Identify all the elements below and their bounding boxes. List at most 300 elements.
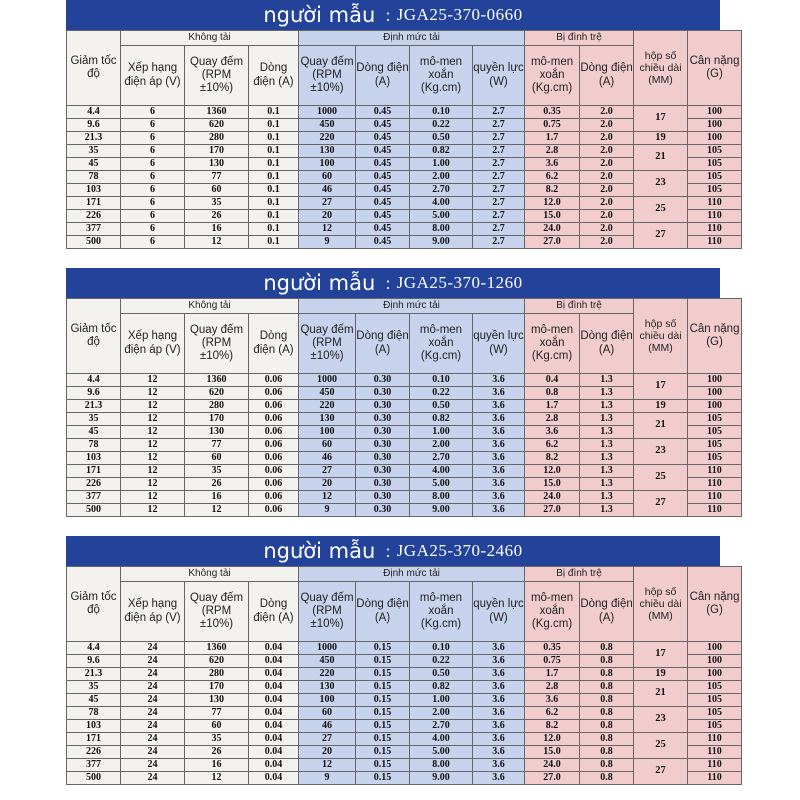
- col-header-current-stall: Dòng điện (A): [580, 46, 634, 106]
- cell-voltage: 24: [121, 746, 185, 759]
- cell-weight: 110: [688, 772, 742, 785]
- cell-current-stall: 1.3: [580, 387, 634, 400]
- col-header-ratio: Giảm tốc độ: [67, 567, 121, 642]
- cell-current-rated: 0.30: [356, 504, 410, 517]
- cell-speed-no-load: 60: [185, 184, 249, 197]
- cell-current-stall: 0.8: [580, 668, 634, 681]
- cell-ratio: 45: [67, 694, 121, 707]
- table-row: [67, 465, 742, 478]
- cell-current-stall: 0.8: [580, 707, 634, 720]
- cell-power-rated: 3.6: [473, 668, 525, 681]
- cell-current-rated: 0.15: [356, 668, 410, 681]
- cell-speed-no-load: 280: [185, 668, 249, 681]
- cell-torque-rated: 0.82: [410, 145, 473, 158]
- cell-ratio: 9.6: [67, 119, 121, 132]
- cell-current-rated: 0.15: [356, 720, 410, 733]
- spec-table: [66, 298, 742, 517]
- cell-speed-no-load: 35: [185, 197, 249, 210]
- cell-speed-rated: 9: [299, 236, 356, 249]
- col-header-current-stall: Dòng điện (A): [580, 314, 634, 374]
- cell-gearbox-length: 21: [634, 681, 688, 707]
- cell-speed-rated: 220: [299, 668, 356, 681]
- cell-torque-stall: 15.0: [525, 210, 580, 223]
- cell-torque-rated: 5.00: [410, 478, 473, 491]
- cell-speed-no-load: 620: [185, 655, 249, 668]
- cell-voltage: 12: [121, 387, 185, 400]
- model-title-bar: [66, 0, 720, 30]
- cell-power-rated: 3.6: [473, 694, 525, 707]
- cell-torque-rated: 4.00: [410, 465, 473, 478]
- cell-ratio: 171: [67, 465, 121, 478]
- cell-current-stall: 1.3: [580, 504, 634, 517]
- cell-power-rated: 3.6: [473, 426, 525, 439]
- cell-torque-stall: 24.0: [525, 223, 580, 236]
- cell-current-stall: 1.3: [580, 478, 634, 491]
- cell-torque-rated: 2.00: [410, 439, 473, 452]
- cell-current-rated: 0.30: [356, 387, 410, 400]
- cell-power-rated: 3.6: [473, 655, 525, 668]
- col-header-torque-rated: mô-men xoắn (Kg.cm): [410, 582, 473, 642]
- cell-power-rated: 3.6: [473, 746, 525, 759]
- col-header-current-no-load: Dòng điện (A): [249, 314, 299, 374]
- cell-current-no-load: 0.06: [249, 491, 299, 504]
- cell-torque-rated: 0.50: [410, 400, 473, 413]
- cell-ratio: 78: [67, 439, 121, 452]
- cell-weight: 100: [688, 132, 742, 145]
- cell-weight: 110: [688, 210, 742, 223]
- cell-power-rated: 2.7: [473, 158, 525, 171]
- cell-current-stall: 2.0: [580, 132, 634, 145]
- cell-speed-no-load: 26: [185, 746, 249, 759]
- col-header-speed-no-load: Quay đếm (RPM ±10%): [185, 46, 249, 106]
- cell-current-stall: 2.0: [580, 171, 634, 184]
- cell-speed-no-load: 26: [185, 478, 249, 491]
- cell-speed-rated: 12: [299, 223, 356, 236]
- cell-gearbox-length: 23: [634, 439, 688, 465]
- cell-speed-no-load: 12: [185, 504, 249, 517]
- col-header-power-rated: quyền lực (W): [473, 582, 525, 642]
- cell-power-rated: 2.7: [473, 145, 525, 158]
- cell-current-no-load: 0.1: [249, 132, 299, 145]
- cell-current-stall: 1.3: [580, 452, 634, 465]
- cell-voltage: 12: [121, 465, 185, 478]
- cell-torque-rated: 2.70: [410, 184, 473, 197]
- cell-torque-rated: 0.82: [410, 413, 473, 426]
- cell-weight: 110: [688, 197, 742, 210]
- cell-weight: 100: [688, 106, 742, 119]
- cell-current-stall: 1.3: [580, 491, 634, 504]
- cell-torque-stall: 6.2: [525, 707, 580, 720]
- model-separator: :: [385, 541, 391, 561]
- cell-gearbox-length: 21: [634, 145, 688, 171]
- cell-speed-rated: 220: [299, 132, 356, 145]
- cell-current-no-load: 0.1: [249, 158, 299, 171]
- cell-speed-rated: 20: [299, 746, 356, 759]
- cell-current-stall: 2.0: [580, 197, 634, 210]
- table-row: [67, 374, 742, 387]
- cell-current-stall: 2.0: [580, 184, 634, 197]
- col-header-power-rated: quyền lực (W): [473, 46, 525, 106]
- cell-gearbox-length: 17: [634, 642, 688, 668]
- cell-current-stall: 2.0: [580, 145, 634, 158]
- table-row: [67, 197, 742, 210]
- cell-current-no-load: 0.04: [249, 746, 299, 759]
- cell-torque-rated: 1.00: [410, 694, 473, 707]
- cell-voltage: 24: [121, 759, 185, 772]
- cell-current-rated: 0.15: [356, 759, 410, 772]
- cell-current-no-load: 0.04: [249, 759, 299, 772]
- cell-voltage: 24: [121, 707, 185, 720]
- cell-current-stall: 1.3: [580, 426, 634, 439]
- cell-power-rated: 3.6: [473, 465, 525, 478]
- cell-current-no-load: 0.06: [249, 439, 299, 452]
- table-row: [67, 491, 742, 504]
- col-header-current-no-load: Dòng điện (A): [249, 582, 299, 642]
- table-row: [67, 668, 742, 681]
- cell-torque-rated: 0.22: [410, 119, 473, 132]
- cell-current-rated: 0.30: [356, 478, 410, 491]
- group-header-row: [67, 567, 742, 582]
- cell-torque-stall: 3.6: [525, 426, 580, 439]
- cell-torque-rated: 2.70: [410, 720, 473, 733]
- cell-weight: 100: [688, 668, 742, 681]
- col-header-speed-rated: Quay đếm (RPM ±10%): [299, 46, 356, 106]
- cell-weight: 105: [688, 145, 742, 158]
- cell-torque-stall: 1.7: [525, 132, 580, 145]
- cell-current-rated: 0.15: [356, 707, 410, 720]
- table-row: [67, 223, 742, 236]
- cell-torque-rated: 8.00: [410, 759, 473, 772]
- cell-current-rated: 0.30: [356, 426, 410, 439]
- cell-weight: 100: [688, 655, 742, 668]
- cell-power-rated: 3.6: [473, 439, 525, 452]
- cell-current-stall: 0.8: [580, 772, 634, 785]
- cell-power-rated: 2.7: [473, 197, 525, 210]
- cell-ratio: 21.3: [67, 668, 121, 681]
- cell-voltage: 6: [121, 236, 185, 249]
- cell-power-rated: 2.7: [473, 119, 525, 132]
- cell-torque-stall: 0.8: [525, 387, 580, 400]
- cell-current-no-load: 0.1: [249, 145, 299, 158]
- cell-current-rated: 0.15: [356, 642, 410, 655]
- cell-current-stall: 2.0: [580, 119, 634, 132]
- cell-current-no-load: 0.06: [249, 387, 299, 400]
- group-no-load: Không tải: [121, 567, 299, 582]
- cell-torque-stall: 12.0: [525, 733, 580, 746]
- cell-torque-rated: 0.10: [410, 374, 473, 387]
- cell-voltage: 6: [121, 223, 185, 236]
- table-row: [67, 132, 742, 145]
- cell-current-stall: 0.8: [580, 642, 634, 655]
- cell-torque-rated: 4.00: [410, 197, 473, 210]
- cell-weight: 100: [688, 400, 742, 413]
- cell-torque-stall: 1.7: [525, 400, 580, 413]
- model-title-bar: [66, 268, 720, 298]
- cell-gearbox-length: 25: [634, 465, 688, 491]
- cell-weight: 110: [688, 236, 742, 249]
- cell-voltage: 24: [121, 733, 185, 746]
- col-header-weight: Cân nặng (G): [688, 567, 742, 642]
- model-number: JGA25-370-1260: [396, 273, 523, 292]
- cell-speed-no-load: 35: [185, 465, 249, 478]
- cell-weight: 100: [688, 642, 742, 655]
- cell-gearbox-length: 23: [634, 171, 688, 197]
- cell-current-rated: 0.15: [356, 733, 410, 746]
- cell-speed-rated: 130: [299, 681, 356, 694]
- cell-torque-rated: 0.10: [410, 106, 473, 119]
- model-label: người mẫu: [263, 539, 376, 563]
- cell-power-rated: 3.6: [473, 759, 525, 772]
- cell-weight: 110: [688, 759, 742, 772]
- model-section: [66, 0, 740, 268]
- col-header-torque-stall: mô-men xoắn (Kg.cm): [525, 582, 580, 642]
- cell-current-no-load: 0.06: [249, 478, 299, 491]
- cell-torque-stall: 6.2: [525, 439, 580, 452]
- cell-torque-stall: 8.2: [525, 720, 580, 733]
- cell-current-stall: 2.0: [580, 223, 634, 236]
- model-section: [66, 536, 740, 800]
- cell-speed-rated: 46: [299, 720, 356, 733]
- cell-weight: 100: [688, 387, 742, 400]
- cell-voltage: 6: [121, 184, 185, 197]
- cell-torque-stall: 2.8: [525, 145, 580, 158]
- cell-torque-rated: 5.00: [410, 746, 473, 759]
- cell-ratio: 35: [67, 145, 121, 158]
- cell-torque-rated: 5.00: [410, 210, 473, 223]
- cell-current-no-load: 0.04: [249, 733, 299, 746]
- cell-current-no-load: 0.06: [249, 452, 299, 465]
- cell-current-stall: 2.0: [580, 106, 634, 119]
- col-header-speed-no-load: Quay đếm (RPM ±10%): [185, 582, 249, 642]
- cell-gearbox-length: 19: [634, 668, 688, 681]
- cell-speed-no-load: 77: [185, 171, 249, 184]
- cell-current-stall: 0.8: [580, 655, 634, 668]
- group-header-row: [67, 31, 742, 46]
- cell-speed-rated: 220: [299, 400, 356, 413]
- group-stall: Bị đình trệ: [525, 31, 634, 46]
- col-header-torque-rated: mô-men xoắn (Kg.cm): [410, 314, 473, 374]
- cell-ratio: 377: [67, 223, 121, 236]
- cell-torque-rated: 0.10: [410, 642, 473, 655]
- cell-voltage: 6: [121, 132, 185, 145]
- cell-weight: 105: [688, 707, 742, 720]
- cell-weight: 110: [688, 223, 742, 236]
- cell-current-rated: 0.15: [356, 681, 410, 694]
- cell-power-rated: 2.7: [473, 184, 525, 197]
- cell-power-rated: 3.6: [473, 400, 525, 413]
- cell-torque-stall: 24.0: [525, 491, 580, 504]
- cell-current-rated: 0.30: [356, 374, 410, 387]
- cell-gearbox-length: 17: [634, 374, 688, 400]
- cell-weight: 110: [688, 491, 742, 504]
- cell-current-stall: 0.8: [580, 746, 634, 759]
- spec-sheet: [66, 0, 740, 800]
- cell-current-rated: 0.15: [356, 772, 410, 785]
- cell-ratio: 226: [67, 210, 121, 223]
- model-number: JGA25-370-0660: [396, 5, 523, 24]
- cell-current-rated: 0.30: [356, 465, 410, 478]
- table-row: [67, 400, 742, 413]
- cell-current-no-load: 0.06: [249, 504, 299, 517]
- cell-torque-rated: 1.00: [410, 426, 473, 439]
- cell-power-rated: 3.6: [473, 452, 525, 465]
- cell-current-stall: 2.0: [580, 210, 634, 223]
- cell-voltage: 6: [121, 197, 185, 210]
- cell-ratio: 500: [67, 504, 121, 517]
- cell-current-rated: 0.45: [356, 171, 410, 184]
- cell-current-no-load: 0.04: [249, 681, 299, 694]
- cell-torque-rated: 4.00: [410, 733, 473, 746]
- cell-current-rated: 0.45: [356, 132, 410, 145]
- col-header-torque-stall: mô-men xoắn (Kg.cm): [525, 46, 580, 106]
- table-row: [67, 642, 742, 655]
- cell-weight: 105: [688, 171, 742, 184]
- cell-gearbox-length: 25: [634, 733, 688, 759]
- cell-current-rated: 0.30: [356, 400, 410, 413]
- cell-speed-no-load: 60: [185, 720, 249, 733]
- cell-current-no-load: 0.06: [249, 413, 299, 426]
- col-header-current-rated: Dòng điện (A): [356, 314, 410, 374]
- cell-power-rated: 3.6: [473, 733, 525, 746]
- cell-current-no-load: 0.1: [249, 210, 299, 223]
- cell-torque-rated: 2.00: [410, 171, 473, 184]
- cell-current-no-load: 0.06: [249, 374, 299, 387]
- cell-current-stall: 1.3: [580, 413, 634, 426]
- spec-table: [66, 566, 742, 785]
- cell-current-no-load: 0.06: [249, 400, 299, 413]
- col-header-speed-no-load: Quay đếm (RPM ±10%): [185, 314, 249, 374]
- cell-voltage: 12: [121, 374, 185, 387]
- cell-gearbox-length: 23: [634, 707, 688, 733]
- cell-ratio: 377: [67, 491, 121, 504]
- cell-ratio: 4.4: [67, 374, 121, 387]
- cell-speed-no-load: 170: [185, 413, 249, 426]
- cell-ratio: 9.6: [67, 655, 121, 668]
- col-header-current-rated: Dòng điện (A): [356, 582, 410, 642]
- cell-speed-rated: 46: [299, 452, 356, 465]
- group-rated-load: Định mức tải: [299, 31, 525, 46]
- cell-torque-stall: 15.0: [525, 478, 580, 491]
- cell-current-rated: 0.45: [356, 158, 410, 171]
- cell-current-no-load: 0.1: [249, 106, 299, 119]
- cell-speed-rated: 60: [299, 439, 356, 452]
- cell-speed-rated: 1000: [299, 642, 356, 655]
- cell-voltage: 12: [121, 504, 185, 517]
- cell-current-rated: 0.30: [356, 413, 410, 426]
- cell-voltage: 12: [121, 400, 185, 413]
- cell-ratio: 226: [67, 478, 121, 491]
- cell-current-no-load: 0.1: [249, 119, 299, 132]
- model-section: [66, 268, 740, 536]
- col-header-voltage: Xếp hạng điện áp (V): [121, 582, 185, 642]
- cell-ratio: 35: [67, 413, 121, 426]
- cell-speed-rated: 450: [299, 119, 356, 132]
- cell-torque-rated: 1.00: [410, 158, 473, 171]
- table-row: [67, 106, 742, 119]
- cell-current-no-load: 0.04: [249, 655, 299, 668]
- table-row: [67, 413, 742, 426]
- cell-current-rated: 0.15: [356, 655, 410, 668]
- cell-current-stall: 0.8: [580, 681, 634, 694]
- cell-torque-rated: 0.82: [410, 681, 473, 694]
- cell-speed-no-load: 1360: [185, 374, 249, 387]
- col-header-current-stall: Dòng điện (A): [580, 582, 634, 642]
- cell-torque-stall: 27.0: [525, 772, 580, 785]
- cell-gearbox-length: 17: [634, 106, 688, 132]
- cell-speed-rated: 100: [299, 158, 356, 171]
- cell-speed-rated: 100: [299, 426, 356, 439]
- cell-power-rated: 3.6: [473, 772, 525, 785]
- cell-speed-no-load: 620: [185, 387, 249, 400]
- cell-current-no-load: 0.1: [249, 184, 299, 197]
- cell-current-stall: 2.0: [580, 158, 634, 171]
- cell-weight: 105: [688, 681, 742, 694]
- group-stall: Bị đình trệ: [525, 567, 634, 582]
- cell-weight: 105: [688, 158, 742, 171]
- cell-current-rated: 0.30: [356, 439, 410, 452]
- col-header-voltage: Xếp hạng điện áp (V): [121, 46, 185, 106]
- cell-speed-no-load: 170: [185, 145, 249, 158]
- cell-speed-rated: 60: [299, 707, 356, 720]
- cell-speed-no-load: 35: [185, 733, 249, 746]
- cell-speed-rated: 20: [299, 210, 356, 223]
- cell-ratio: 35: [67, 681, 121, 694]
- cell-speed-no-load: 12: [185, 236, 249, 249]
- col-header-gearbox: hộp số chiều dài (MM): [634, 299, 688, 374]
- cell-ratio: 103: [67, 184, 121, 197]
- col-header-ratio: Giảm tốc độ: [67, 299, 121, 374]
- table-row: [67, 439, 742, 452]
- cell-torque-rated: 9.00: [410, 504, 473, 517]
- cell-voltage: 6: [121, 158, 185, 171]
- table-row: [67, 681, 742, 694]
- cell-ratio: 21.3: [67, 400, 121, 413]
- cell-ratio: 45: [67, 158, 121, 171]
- cell-voltage: 6: [121, 171, 185, 184]
- cell-power-rated: 3.6: [473, 707, 525, 720]
- cell-torque-stall: 2.8: [525, 681, 580, 694]
- cell-voltage: 24: [121, 642, 185, 655]
- cell-ratio: 103: [67, 720, 121, 733]
- cell-speed-rated: 450: [299, 655, 356, 668]
- table-row: [67, 145, 742, 158]
- cell-torque-rated: 2.70: [410, 452, 473, 465]
- col-header-current-rated: Dòng điện (A): [356, 46, 410, 106]
- cell-speed-no-load: 16: [185, 223, 249, 236]
- cell-weight: 105: [688, 426, 742, 439]
- cell-speed-rated: 130: [299, 413, 356, 426]
- cell-ratio: 21.3: [67, 132, 121, 145]
- group-no-load: Không tải: [121, 31, 299, 46]
- cell-torque-stall: 12.0: [525, 465, 580, 478]
- cell-speed-rated: 27: [299, 197, 356, 210]
- col-header-gearbox: hộp số chiều dài (MM): [634, 31, 688, 106]
- cell-gearbox-length: 25: [634, 197, 688, 223]
- cell-speed-rated: 46: [299, 184, 356, 197]
- cell-power-rated: 2.7: [473, 236, 525, 249]
- cell-power-rated: 2.7: [473, 171, 525, 184]
- cell-torque-stall: 8.2: [525, 452, 580, 465]
- cell-power-rated: 3.6: [473, 478, 525, 491]
- cell-torque-stall: 0.35: [525, 106, 580, 119]
- cell-power-rated: 3.6: [473, 642, 525, 655]
- cell-current-no-load: 0.04: [249, 707, 299, 720]
- col-header-gearbox: hộp số chiều dài (MM): [634, 567, 688, 642]
- cell-ratio: 4.4: [67, 106, 121, 119]
- cell-speed-no-load: 130: [185, 694, 249, 707]
- cell-torque-rated: 0.50: [410, 132, 473, 145]
- cell-voltage: 12: [121, 439, 185, 452]
